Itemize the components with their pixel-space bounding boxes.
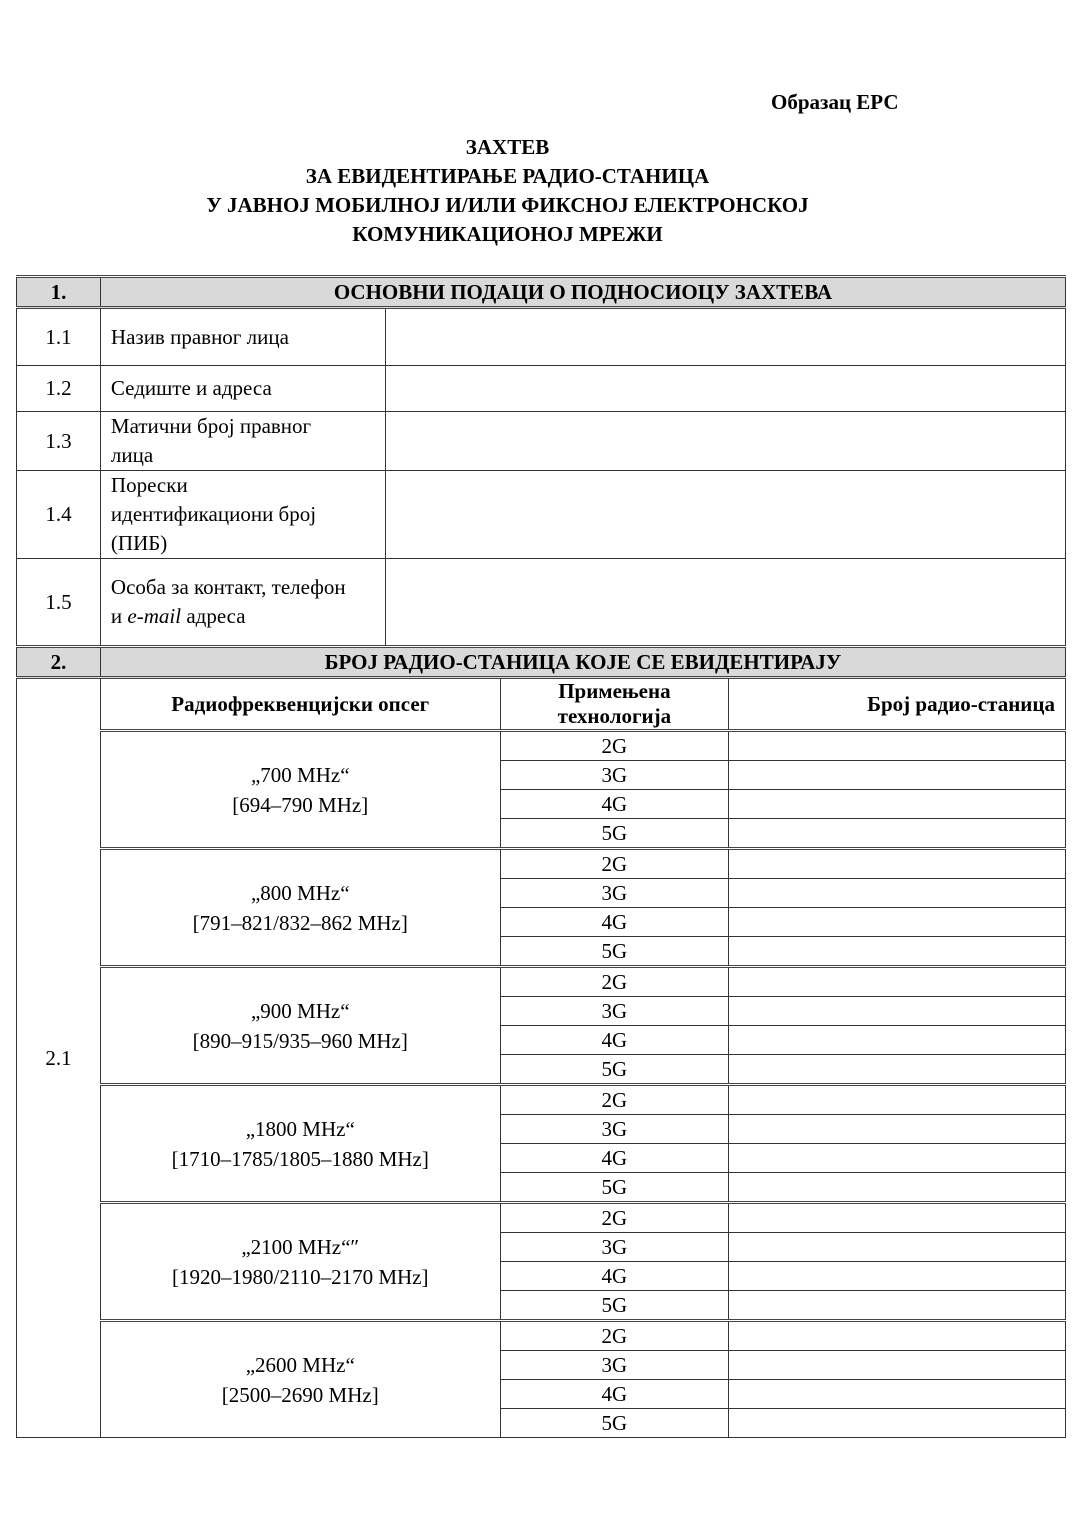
technology: 2G [500, 1085, 729, 1115]
band-range: [1710–1785/1805–1880 MHz] [171, 1146, 429, 1171]
applicant-row [17, 471, 1066, 559]
frequency-band [100, 731, 500, 849]
applicant-row [17, 308, 1066, 366]
station-count-field[interactable] [729, 997, 1066, 1026]
band-tech-row [17, 967, 1066, 997]
title-line: У ЈАВНОЈ МОБИЛНОЈ И/ИЛИ ФИКСНОЈ ЕЛЕКТРОНСКОЈ [206, 193, 809, 217]
station-count-field[interactable] [729, 1055, 1066, 1085]
row-number: 1.3 [17, 412, 101, 471]
technology: 5G [500, 1055, 729, 1085]
station-count-field[interactable] [729, 731, 1066, 761]
value-field[interactable] [385, 471, 1065, 559]
station-count-field[interactable] [729, 761, 1066, 790]
band-tech-row [17, 1085, 1066, 1115]
band-name: „800 MHz“ [250, 880, 350, 905]
station-count-field[interactable] [729, 1262, 1066, 1291]
band-range: [1920–1980/2110–2170 MHz] [172, 1264, 429, 1289]
station-count-field[interactable] [729, 1321, 1066, 1351]
request-form-table [16, 275, 1066, 1438]
technology: 3G [500, 1115, 729, 1144]
technology: 4G [500, 790, 729, 819]
row-number: 1.1 [17, 308, 101, 366]
frequency-band [100, 1203, 500, 1321]
row-number: 1.5 [17, 559, 101, 647]
section-1-header [17, 277, 1066, 308]
label-text: адреса [181, 604, 246, 628]
technology: 4G [500, 1026, 729, 1055]
station-count-field[interactable] [729, 849, 1066, 879]
column-header-row [17, 678, 1066, 731]
station-count-field[interactable] [729, 967, 1066, 997]
section-number: 1. [17, 277, 101, 308]
section-title: ОСНОВНИ ПОДАЦИ О ПОДНОСИОЦУ ЗАХТЕВА [100, 277, 1065, 308]
row-label: Матични број правног лица [100, 412, 385, 471]
row-label [100, 559, 385, 647]
frequency-band [100, 849, 500, 967]
applicant-row [17, 559, 1066, 647]
technology: 5G [500, 1173, 729, 1203]
station-count-field[interactable] [729, 1380, 1066, 1409]
value-field[interactable] [385, 559, 1065, 647]
title-line: КОМУНИКАЦИОНОЈ МРЕЖИ [352, 222, 663, 246]
technology: 4G [500, 1380, 729, 1409]
technology: 3G [500, 761, 729, 790]
station-count-field[interactable] [729, 1291, 1066, 1321]
value-field[interactable] [385, 366, 1065, 412]
section-title: БРОЈ РАДИО-СТАНИЦА КОЈЕ СЕ ЕВИДЕНТИРАЈУ [100, 647, 1065, 678]
technology: 3G [500, 1233, 729, 1262]
station-count-field[interactable] [729, 1409, 1066, 1438]
sub-number: 2.1 [17, 678, 101, 1438]
label-italic: e-mail [127, 604, 182, 628]
band-tech-row [17, 1321, 1066, 1351]
value-field[interactable] [385, 412, 1065, 471]
technology: 4G [500, 1144, 729, 1173]
station-count-field[interactable] [729, 1203, 1066, 1233]
band-tech-row [17, 731, 1066, 761]
value-field[interactable] [385, 308, 1065, 366]
band-tech-row [17, 1203, 1066, 1233]
station-count-field[interactable] [729, 790, 1066, 819]
technology: 5G [500, 1291, 729, 1321]
row-label: Порески идентификациони број (ПИБ) [100, 471, 385, 559]
technology: 5G [500, 819, 729, 849]
band-range: [694–790 MHz] [232, 792, 369, 817]
technology: 4G [500, 908, 729, 937]
title-line: ЗА ЕВИДЕНТИРАЊЕ РАДИО-СТАНИЦА [305, 164, 710, 188]
column-header: Број радио-станица [729, 678, 1066, 731]
station-count-field[interactable] [729, 1233, 1066, 1262]
station-count-field[interactable] [729, 1173, 1066, 1203]
technology: 3G [500, 879, 729, 908]
station-count-field[interactable] [729, 937, 1066, 967]
technology: 2G [500, 849, 729, 879]
station-count-field[interactable] [729, 1115, 1066, 1144]
technology: 2G [500, 967, 729, 997]
band-name: „2600 MHz“ [245, 1352, 355, 1377]
station-count-field[interactable] [729, 1085, 1066, 1115]
band-range: [2500–2690 MHz] [221, 1382, 379, 1407]
band-name: „2100 MHz“″ [241, 1234, 360, 1259]
column-header: Примењена технологија [500, 678, 729, 731]
column-header: Радиофреквенцијски опсег [100, 678, 500, 731]
band-range: [890–915/935–960 MHz] [192, 1028, 408, 1053]
section-number: 2. [17, 647, 101, 678]
station-count-field[interactable] [729, 1144, 1066, 1173]
frequency-band [100, 1321, 500, 1438]
row-label: Назив правног лица [100, 308, 385, 366]
technology: 4G [500, 1262, 729, 1291]
station-count-field[interactable] [729, 1351, 1066, 1380]
section-2-header [17, 647, 1066, 678]
band-name: „700 MHz“ [250, 762, 350, 787]
technology: 5G [500, 1409, 729, 1438]
station-count-field[interactable] [729, 879, 1066, 908]
technology: 3G [500, 1351, 729, 1380]
technology: 2G [500, 1321, 729, 1351]
technology: 5G [500, 937, 729, 967]
station-count-field[interactable] [729, 819, 1066, 849]
frequency-band [100, 967, 500, 1085]
form-code: Образац ЕРС [771, 90, 899, 114]
technology: 2G [500, 1203, 729, 1233]
technology: 3G [500, 997, 729, 1026]
band-tech-row [17, 849, 1066, 879]
station-count-field[interactable] [729, 1026, 1066, 1055]
station-count-field[interactable] [729, 908, 1066, 937]
document-title [0, 133, 1015, 249]
row-number: 1.4 [17, 471, 101, 559]
title-line: ЗАХТЕВ [465, 135, 550, 159]
frequency-band [100, 1085, 500, 1203]
row-label: Седиште и адреса [100, 366, 385, 412]
label-text: Особа за контакт, телефон и [110, 575, 346, 628]
technology: 2G [500, 731, 729, 761]
row-number: 1.2 [17, 366, 101, 412]
applicant-row [17, 366, 1066, 412]
band-name: „900 MHz“ [250, 998, 350, 1023]
applicant-row [17, 412, 1066, 471]
band-range: [791–821/832–862 MHz] [192, 910, 408, 935]
band-name: „1800 MHz“ [245, 1116, 355, 1141]
